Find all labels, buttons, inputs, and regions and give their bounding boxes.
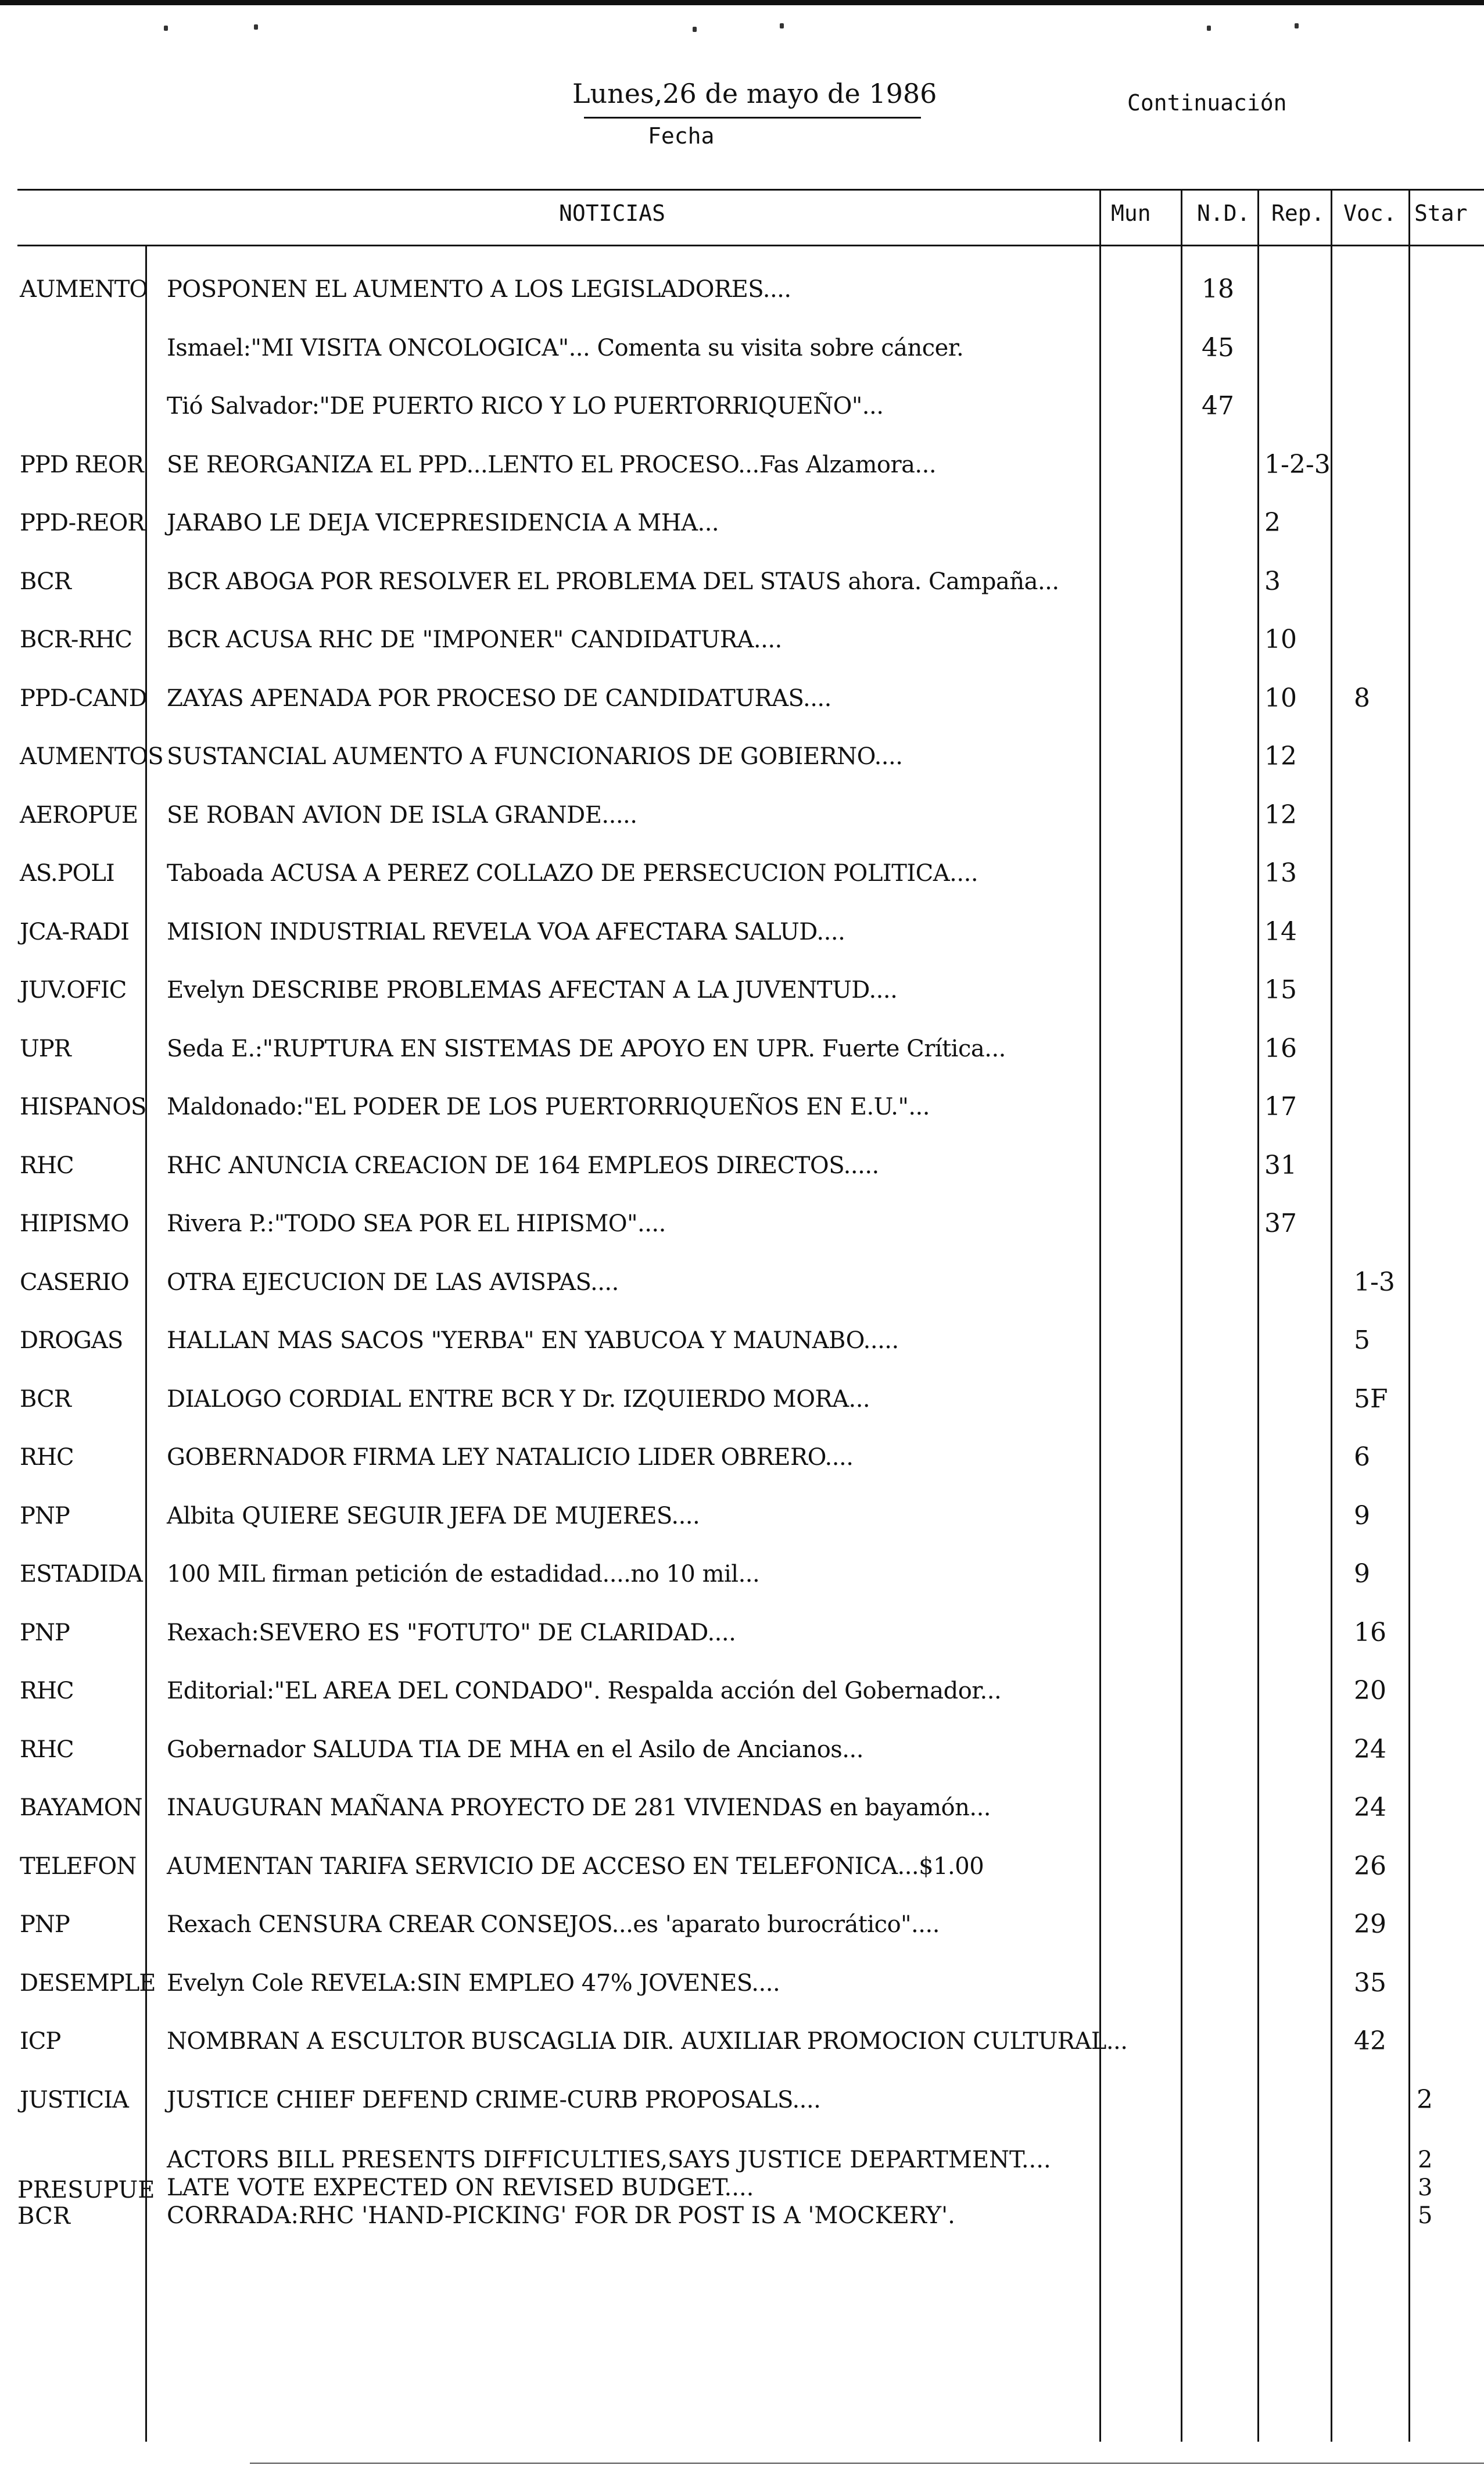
row-key: DESEMPLE [20, 1969, 156, 1997]
speck [780, 23, 784, 28]
row-headline: Seda E.:"RUPTURA EN SISTEMAS DE APOYO EN UPR. Fuerte Crítica... [167, 1035, 1006, 1062]
table-row [0, 1137, 1484, 1195]
row-headline: AUMENTAN TARIFA SERVICIO DE ACCESO EN TELEFONICA...$1.00 [167, 1852, 984, 1880]
row-key: PNP [20, 1619, 70, 1646]
bottom-rule [250, 2463, 1484, 2464]
table-row [0, 903, 1484, 961]
row-key: RHC [20, 1152, 74, 1179]
row-nd-page: 45 [1202, 332, 1234, 363]
row-rep-page: 2 [1264, 508, 1281, 537]
row-voc-page: 20 [1354, 1676, 1386, 1705]
row-voc-page: 9 [1354, 1500, 1370, 1531]
row-key: JUV.OFIC [20, 977, 127, 1004]
row-headline: INAUGURAN MAÑANA PROYECTO DE 281 VIVIENDAS en bayamón... [167, 1794, 991, 1821]
row-voc-page: 24 [1354, 1734, 1386, 1764]
row-headline: Evelyn Cole REVELA:SIN EMPLEO 47% JOVENES.... [167, 1969, 780, 1997]
table-row [0, 961, 1484, 1019]
row-headline: Albita QUIERE SEGUIR JEFA DE MUJERES.... [167, 1502, 700, 1529]
row-key: AS.POLI [20, 860, 114, 887]
date-line: Lunes,26 de mayo de 1986 [572, 78, 937, 109]
row-key: BCR-RHC [20, 626, 132, 653]
row-key: PPD REOR [20, 451, 144, 478]
row-rep-page: 10 [1264, 683, 1297, 713]
row-headline: Editorial:"EL AREA DEL CONDADO". Respalda acción del Gobernador... [167, 1678, 1002, 1704]
row-key: AUMENTOS [20, 743, 163, 770]
row-headline: BCR ABOGA POR RESOLVER EL PROBLEMA DEL STAUS ahora. Campaña... [167, 568, 1059, 595]
row-key: PPD-REOR [20, 510, 145, 536]
header-star: Star [1414, 200, 1468, 226]
row-key: DROGAS [20, 1327, 123, 1354]
speck [1295, 23, 1299, 28]
table-row [0, 1895, 1484, 1954]
table-row [0, 2012, 1484, 2070]
row-key: PNP [20, 1911, 70, 1938]
row-voc-page: 35 [1354, 1968, 1386, 1998]
row-key: RHC [20, 1678, 74, 1704]
row-headline: Rivera P.:"TODO SEA POR EL HIPISMO".... [167, 1210, 666, 1237]
row-headline: GOBERNADOR FIRMA LEY NATALICIO LIDER OBRERO.... [167, 1444, 854, 1471]
row-headline: Rexach CENSURA CREAR CONSEJOS...es 'aparato burocrático".... [167, 1911, 940, 1938]
table-row [0, 1604, 1484, 1662]
table-row [0, 844, 1484, 902]
table-row [0, 1428, 1484, 1486]
row-key: AEROPUE [20, 801, 138, 829]
row-headline: Tió Salvador:"DE PUERTO RICO Y LO PUERTORRIQUEÑO"... [167, 393, 884, 420]
row-rep-page: 17 [1264, 1092, 1297, 1121]
table-row [0, 1545, 1484, 1603]
row-voc-page: 1-3 [1354, 1267, 1395, 1297]
row-headline: JUSTICE CHIEF DEFEND CRIME-CURB PROPOSALS.... [167, 2086, 821, 2113]
row-headline: Gobernador SALUDA TIA DE MHA en el Asilo de Ancianos... [167, 1736, 863, 1763]
table-row [0, 1662, 1484, 1720]
table-row [0, 377, 1484, 435]
row-key: PPD-CAND [20, 685, 147, 712]
row-rep-page: 13 [1264, 858, 1297, 888]
header-rep: Rep. [1271, 200, 1325, 226]
row-voc-page: 16 [1354, 1617, 1386, 1647]
table-row [0, 2071, 1484, 2129]
row-key: BAYAMON [20, 1794, 142, 1821]
table-row [0, 786, 1484, 844]
row-key: AUMENTO [20, 276, 148, 303]
row-key: PNP [20, 1502, 70, 1529]
continuation-label: Continuación [1127, 90, 1287, 116]
row-key: HIPISMO [20, 1210, 129, 1237]
table-row [0, 1487, 1484, 1545]
row-headline: Taboada ACUSA A PEREZ COLLAZO DE PERSECUCION POLITICA.... [167, 860, 978, 887]
row-rep-page: 12 [1264, 800, 1297, 830]
table-row [0, 611, 1484, 669]
row-key: JCA-RADI [20, 918, 129, 945]
row-headline: 100 MIL firman petición de estadidad....no 10 mil... [167, 1561, 760, 1588]
row-key: ESTADIDA [20, 1561, 142, 1588]
table-row [0, 1195, 1484, 1253]
table-row [0, 1370, 1484, 1428]
table-row [0, 1078, 1484, 1136]
table-row [0, 260, 1484, 318]
row-rep-page: 15 [1264, 975, 1297, 1005]
row-headline: MISION INDUSTRIAL REVELA VOA AFECTARA SALUD.... [167, 918, 845, 945]
fecha-label: Fecha [648, 123, 715, 149]
tail-key: PRESUPUE [17, 2177, 155, 2203]
row-key: HISPANOS [20, 1094, 146, 1120]
row-voc-page: 9 [1354, 1559, 1370, 1589]
row-headline: DIALOGO CORDIAL ENTRE BCR Y Dr. IZQUIERDO MORA... [167, 1385, 870, 1413]
row-key: ICP [20, 2028, 61, 2055]
speck [164, 26, 168, 31]
top-border [0, 0, 1484, 5]
row-headline: Evelyn DESCRIBE PROBLEMAS AFECTAN A LA JUVENTUD.... [167, 977, 898, 1004]
row-key: UPR [20, 1035, 71, 1062]
row-rep-page: 14 [1264, 916, 1297, 947]
row-headline: ZAYAS APENADA POR PROCESO DE CANDIDATURAS.... [167, 685, 831, 712]
table-row [0, 436, 1484, 494]
table-row [0, 669, 1484, 728]
row-voc-page: 24 [1354, 1793, 1386, 1822]
row-nd-page: 18 [1202, 274, 1234, 304]
row-headline: OTRA EJECUCION DE LAS AVISPAS.... [167, 1268, 619, 1296]
row-rep-page: 31 [1264, 1150, 1297, 1180]
row-key: BCR [20, 1385, 71, 1413]
tail-star: 5 [1418, 2202, 1433, 2229]
row-rep-page: 37 [1264, 1209, 1297, 1238]
row-key: BCR [20, 568, 71, 595]
table-row [0, 1721, 1484, 1779]
row-key: CASERIO [20, 1268, 129, 1296]
table-row [0, 319, 1484, 377]
row-headline: SE ROBAN AVION DE ISLA GRANDE..... [167, 801, 637, 829]
row-key: RHC [20, 1444, 74, 1471]
speck [1207, 26, 1211, 31]
tail-key: BCR [17, 2203, 70, 2230]
table-row [0, 1311, 1484, 1370]
table-row [0, 494, 1484, 552]
row-key: TELEFON [20, 1852, 137, 1880]
row-voc-page: 5 [1354, 1325, 1370, 1355]
header-mun: Mun [1111, 200, 1151, 226]
row-voc-page: 26 [1354, 1851, 1386, 1881]
row-key: JUSTICIA [20, 2086, 128, 2113]
row-headline: SUSTANCIAL AUMENTO A FUNCIONARIOS DE GOBIERNO.... [167, 743, 903, 770]
row-headline: JARABO LE DEJA VICEPRESIDENCIA A MHA... [167, 510, 719, 536]
row-star-page: 2 [1417, 2084, 1433, 2115]
date-underline [584, 117, 921, 119]
row-headline: SE REORGANIZA EL PPD...LENTO EL PROCESO...Fas Alzamora... [167, 451, 937, 478]
speck [693, 27, 697, 32]
row-headline: Rexach:SEVERO ES "FOTUTO" DE CLARIDAD.... [167, 1619, 736, 1646]
row-headline: POSPONEN EL AUMENTO A LOS LEGISLADORES.... [167, 276, 791, 303]
table-row [0, 1837, 1484, 1895]
row-key: RHC [20, 1736, 74, 1763]
table-row [0, 728, 1484, 786]
table-row [0, 553, 1484, 611]
row-headline: BCR ACUSA RHC DE "IMPONER" CANDIDATURA.... [167, 626, 782, 653]
row-nd-page: 47 [1202, 391, 1234, 421]
row-voc-page: 29 [1354, 1909, 1386, 1939]
row-headline: Ismael:"MI VISITA ONCOLOGICA"... Comenta su visita sobre cáncer. [167, 334, 964, 361]
row-headline: Maldonado:"EL PODER DE LOS PUERTORRIQUEÑOS EN E.U."... [167, 1094, 930, 1120]
row-voc-page: 8 [1354, 683, 1370, 713]
row-voc-page: 6 [1354, 1442, 1370, 1472]
header-voc: Voc. [1343, 200, 1397, 226]
table-row [0, 1020, 1484, 1078]
header-noticias: NOTICIAS [559, 200, 666, 226]
row-rep-page: 10 [1264, 625, 1297, 654]
row-voc-page: 5F [1354, 1384, 1388, 1414]
table-row [0, 1954, 1484, 2012]
row-headline: NOMBRAN A ESCULTOR BUSCAGLIA DIR. AUXILIAR PROMOCION CULTURAL... [167, 2028, 1128, 2055]
header-nd: N.D. [1197, 200, 1250, 226]
row-rep-page: 12 [1264, 741, 1297, 771]
table-row [0, 1779, 1484, 1837]
tail-line: CORRADA:RHC 'HAND-PICKING' FOR DR POST IS A 'MOCKERY'. [167, 2202, 955, 2229]
header-bottom-rule [17, 245, 1484, 246]
row-voc-page: 42 [1354, 2026, 1386, 2056]
row-rep-page: 16 [1264, 1033, 1297, 1063]
row-headline: RHC ANUNCIA CREACION DE 164 EMPLEOS DIRECTOS..... [167, 1152, 879, 1179]
row-rep-page: 3 [1264, 566, 1281, 596]
table-row [0, 1253, 1484, 1311]
tail-line: ACTORS BILL PRESENTS DIFFICULTIES,SAYS JUSTICE DEPARTMENT.... [167, 2147, 1051, 2173]
speck [254, 24, 258, 30]
tail-star: 3 [1418, 2174, 1433, 2201]
table-top-rule [17, 189, 1484, 191]
row-headline: HALLAN MAS SACOS "YERBA" EN YABUCOA Y MAUNABO..... [167, 1327, 899, 1354]
tail-star: 2 [1418, 2147, 1433, 2173]
row-rep-page: 1-2-3 [1264, 449, 1331, 479]
tail-line: LATE VOTE EXPECTED ON REVISED BUDGET.... [167, 2174, 754, 2201]
